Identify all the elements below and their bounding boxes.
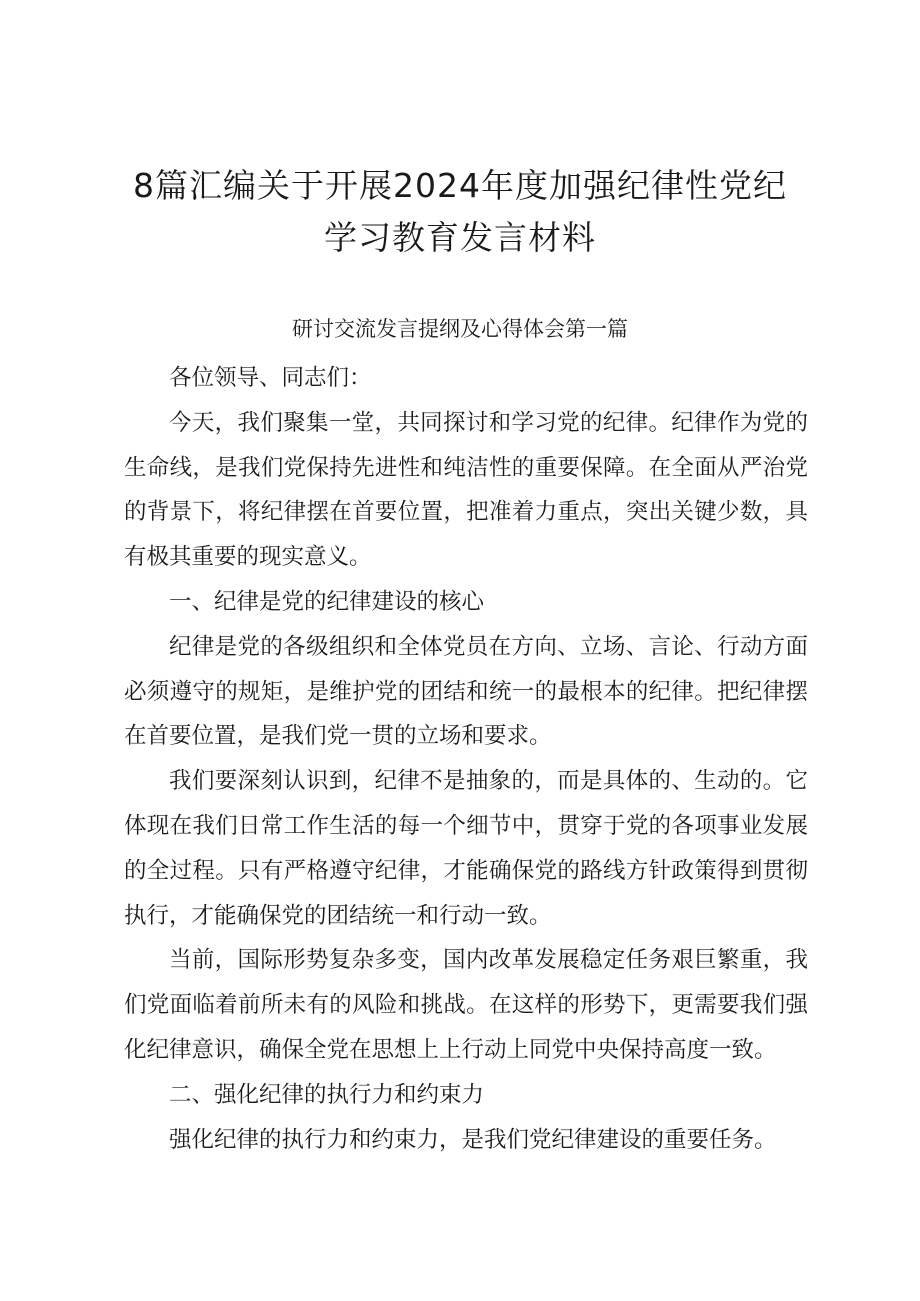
heading-section-two: 二、强化纪律的执行力和约束力 [169, 1081, 485, 1108]
document-title-line-1: 8篇汇编关于开展2024年度加强纪律性党纪 [133, 166, 787, 205]
heading-section-one: 一、纪律是党的纪律建设的核心 [169, 588, 485, 615]
intro-paragraph: 今天，我们聚集一堂，共同探讨和学习党的纪律。纪律作为党的生命线，是我们党保持先进性和纯洁性的重要保障。在全面从严治党的背景下，将纪律摆在首要位置，把准着力重点，突出关键少数，具有极其重要的现实意义。 [124, 409, 808, 571]
salutation: 各位领导、同志们： [169, 365, 372, 391]
section-title: 研讨交流发言提纲及心得体会第一篇 [292, 317, 628, 341]
body-paragraph: 我们要深刻认识到，纪律不是抽象的，而是具体的、生动的。它体现在我们日常工作生活的每一个细节中，贯穿于党的各项事业发展的全过程。只有严格遵守纪律，才能确保党的路线方针政策得到贯彻执行，才能确保党的团结统一和行动一致。 [124, 768, 808, 929]
document-title [100, 160, 820, 264]
document-title-line-2: 学习教育发言材料 [324, 218, 596, 257]
body-paragraph: 强化纪律的执行力和约束力，是我们党纪律建设的重要任务。 [169, 1126, 777, 1153]
body-paragraph: 当前，国际形势复杂多变，国内改革发展稳定任务艰巨繁重，我们党面临着前所未有的风险和挑战。在这样的形势下，更需要我们强化纪律意识，确保全党在思想上上行动上同党中央保持高度一致。 [124, 947, 808, 1063]
body-paragraph: 纪律是党的各级组织和全体党员在方向、立场、言论、行动方面必须遵守的规矩，是维护党的团结和统一的最根本的纪律。把纪律摆在首要位置，是我们党一贯的立场和要求。 [124, 633, 808, 750]
document-body [124, 356, 808, 1162]
